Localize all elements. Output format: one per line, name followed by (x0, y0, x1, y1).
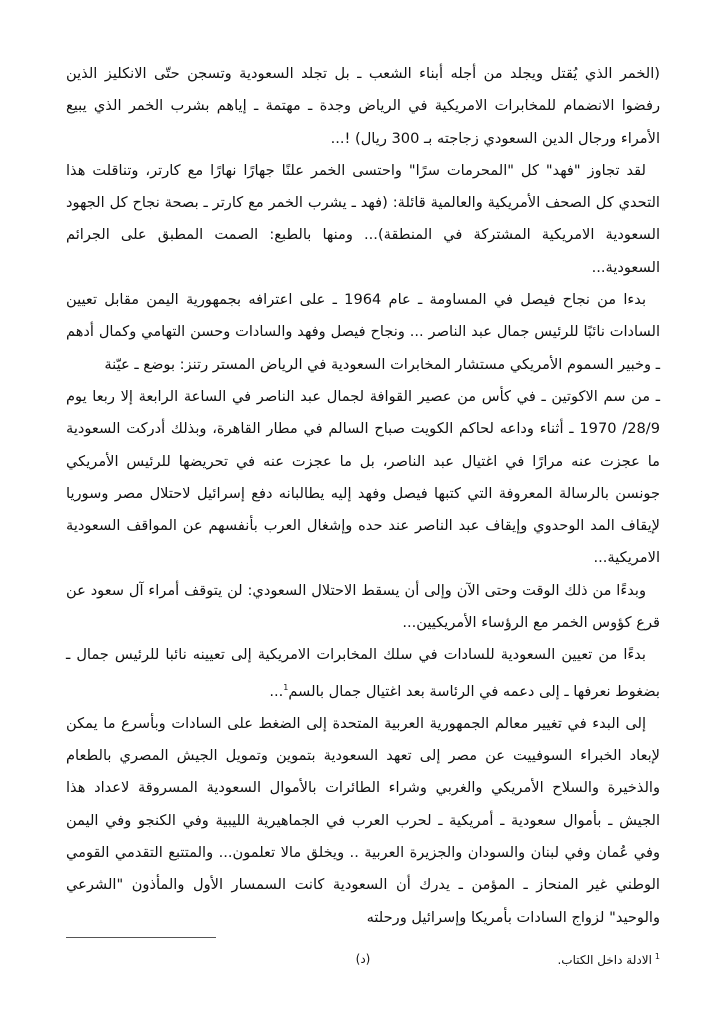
paragraph-6-ellipsis: ... (269, 682, 284, 700)
paragraph-3: بدءا من نجاح فيصل في المساومة ـ عام 1964 ـ على اعترافه بجمهورية اليمن مقابل تعيين السادات نائبًا للرئيس جمال عبد الناصر ... ونجاح فيصل وفهد والسادات وحسن التهامي وكمال أدهم ـ وخبير السموم الأمريكي مستشار المخابرات السعودية في الرياض المستر رتنز: بوضع ـ عيّنة (66, 291, 660, 373)
paragraph-2: لقد تجاوز "فهد" كل "المحرمات سرًا" واحتسى الخمر علنًا جهارًا نهارًا مع كارتر، وتناقلت هذا التحدي كل الصحف الأمريكية والعالمية قائلة: (فهد ـ يشرب الخمر مع كارتر ـ بصحة نجاح كل الجهود السعودية الامريكية المشتركة في المنطقة)... ومنها بالطبع: الصمت المطبق على الجرائم السعودية... (66, 161, 660, 276)
footnote-text: الادلة داخل الكتاب. (557, 953, 652, 967)
page-footer (66, 950, 660, 974)
paragraph-7: إلى البدء في تغيير معالم الجمهورية العربية المتحدة إلى الضغط على السادات وبأسرع ما يمكن لإبعاد الخبراء السوفييت عن مصر إلى تعهد السعودية بتموين وتمويل الجيش المصري بالطعام والذخيرة والسلاح الأمريكي والغربي وشراء الطائرات بالأموال السعودية المسروقة لاعداد هذا الجيش ـ بأموال سعودية ـ أمريكية ـ لحرب العرب في الجماهيرية الليبية وفي الكنجو وفي اليمن وفي عُمان وفي لبنان والسودان والجزيرة العربية .. ويخلق مالا تعلمون... والمتتبع التقدمي القومي الوطني غير المنحاز ـ المؤمن ـ يدرك أن السعودية كانت السمسار الأول والمأذون "الشرعي والوحيد" لزواج السادات بأمريكا وإسرائيل ورحلته (66, 714, 660, 926)
page-number: (د) (355, 952, 371, 966)
paragraph-6 (66, 639, 660, 707)
page-body (66, 58, 660, 958)
paragraph-4: ـ من سم الاكوتين ـ في كأس من عصير القوافة لجمال عبد الناصر في الساعة الرابعة إلا ربعا يوم 28/9/ 1970 ـ أثناء وداعه لحاكم الكويت صباح السالم في مطار القاهرة، وبذلك أدركت السعودية ما عجزت عنه مرارًا في اغتيال عبد الناصر، بل ما عجزت عنه في تحريضها للرئيس الأمريكي جونسن بالرسالة المعروفة التي كتبها فيصل وفهد إليه يطالبانه دفع إسرائيل لاحتلال مصر وسوريا لإيقاف المد الوحدوي وإيقاف عبد الناصر عند حده وإشغال العرب بأنفسهم عن المواقف السعودية الامريكية... (66, 387, 660, 567)
footnote-reference: 1 (283, 682, 289, 692)
paragraph-1: (الخمر الذي يُقتل ويجلد من أجله أبناء الشعب ـ بل تجلد السعودية وتسجن حتّى الانكليز الذين رفضوا الانضمام للمخابرات الامريكية في الرياض وجدة ـ مهتمة ـ إياهم بشرب الخمر الذي يبيع الأمراء ورجال الدين السعودي زجاجته بـ 300 ريال) !... (66, 65, 660, 147)
footnote-separator (66, 937, 216, 938)
paragraph-6-text: بدءًا من تعيين السعودية للسادات في سلك المخابرات الامريكية إلى تعيينه نائبا للرئيس جمال ـ بضغوط نعرفها ـ إلى دعمه في الرئاسة بعد اغتيال جمال بالسم (66, 646, 660, 700)
footnote-marker: 1 (654, 952, 660, 961)
paragraph-5: وبدءًا من ذلك الوقت وحتى الآن وإلى أن يسقط الاحتلال السعودي: لن يتوقف أمراء آل سعود عن قرع كؤوس الخمر مع الرؤساء الأمريكيين... (66, 581, 660, 632)
